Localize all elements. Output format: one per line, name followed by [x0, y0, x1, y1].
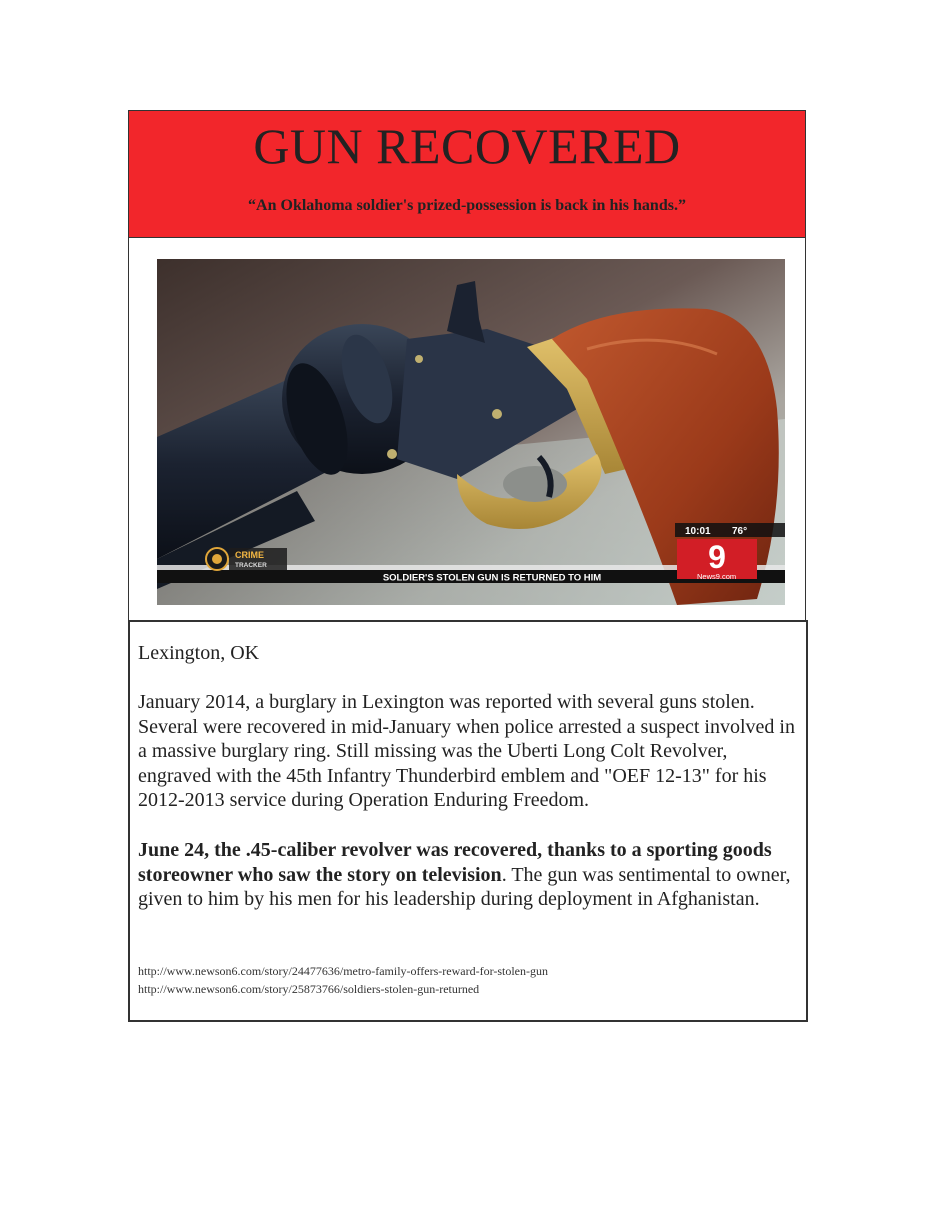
crime-tracker-badge — [206, 548, 287, 570]
article-paragraph-1: January 2014, a burglary in Lexington was reported with several guns stolen. Several were recovered in mid-January when police arrested a suspect involved in a massive burglary ring. Still missing was the Uberti Long Colt Revolver, engraved with the 45th Infantry Thunderbird emblem and "OEF 12-13" for his 2012-2013 service during Operation Enduring Freedom. — [138, 691, 795, 811]
article-paragraph-2-rest: . The gun was sentimental to owner, given to him by his men for his leadership during deployment in Afghanistan. — [138, 863, 791, 910]
header-banner — [129, 111, 805, 238]
flyer — [128, 110, 806, 1020]
source-links — [138, 962, 548, 998]
crime-tracker-label-line1: CRIME — [235, 550, 264, 560]
top-panel — [128, 110, 806, 621]
channel-site: News9.com — [697, 572, 737, 581]
article-panel — [128, 620, 808, 1022]
source-link-2[interactable]: http://www.newson6.com/story/25873766/soldiers-stolen-gun-returned — [138, 982, 480, 996]
header-quote: “An Oklahoma soldier's prized-possession is back in his hands.” — [248, 197, 686, 214]
crime-tracker-label-line2: TRACKER — [235, 562, 267, 569]
page-title: GUN RECOVERED — [253, 118, 681, 174]
channel-number: 9 — [708, 539, 726, 575]
news-ticker-caption: SOLDIER'S STOLEN GUN IS RETURNED TO HIM — [382, 572, 602, 584]
news9-logo — [677, 539, 757, 581]
time-readout: 10:01 — [685, 526, 711, 537]
article-paragraph-2 — [138, 838, 802, 912]
source-link-1[interactable]: http://www.newson6.com/story/24477636/metro-family-offers-reward-for-stolen-gun — [138, 964, 548, 978]
revolver-photo — [157, 259, 785, 605]
dateline: Lexington, OK — [138, 642, 260, 664]
article-paragraph-2-lead: June 24, the .45-caliber revolver was recovered, thanks to a sporting goods storeowner who saw the story on television — [138, 839, 772, 886]
temperature-readout: 76° — [732, 526, 748, 537]
